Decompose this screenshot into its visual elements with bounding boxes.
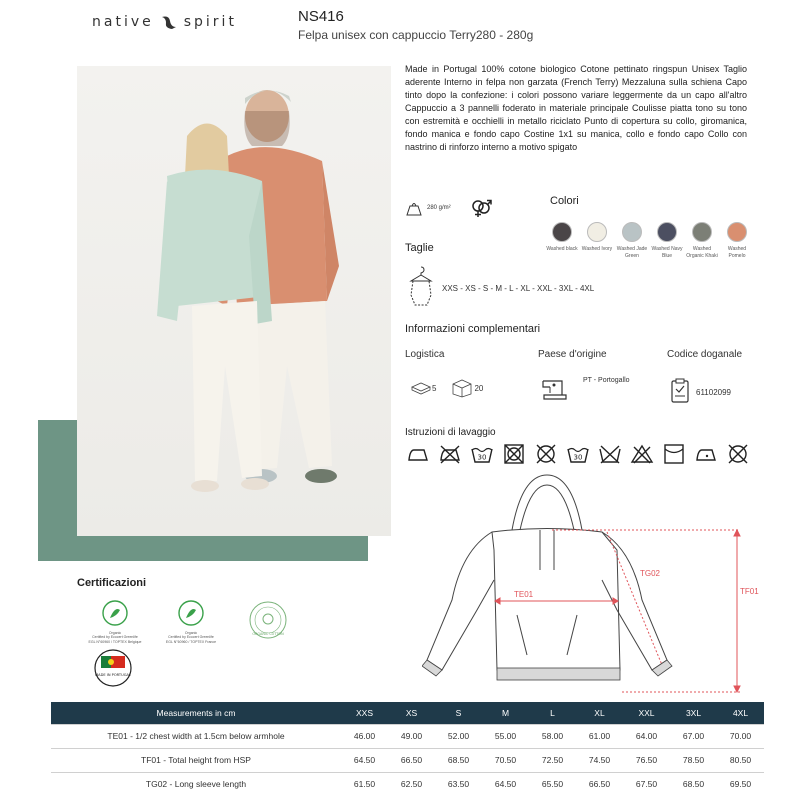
svg-text:30: 30 [573, 453, 583, 462]
te01-label: TE01 [514, 590, 534, 599]
logistics-label: Logistica [405, 349, 445, 360]
wash-30-icon [566, 444, 590, 464]
table-cell: 70.00 [717, 724, 764, 748]
table-header-row [51, 702, 764, 724]
table-header-cell: 4XL [717, 702, 764, 724]
svg-text:30: 30 [477, 453, 487, 462]
made-in-portugal-icon [93, 648, 133, 688]
logo-text-right: spirit [183, 14, 237, 30]
product-code: NS416 [298, 8, 344, 25]
customs-value: 61102099 [696, 388, 731, 397]
iron-low-icon [694, 444, 718, 464]
no-dryclean-icon [534, 444, 558, 464]
weight-value: 280 g/m² [427, 205, 451, 211]
cert-line: Organic [184, 630, 198, 635]
table-header-cell: 3XL [670, 702, 717, 724]
product-subtitle: Felpa unisex con cappuccio Terry280 - 280g [298, 28, 534, 42]
logo-mark-icon [160, 15, 178, 29]
hoodie-technical-drawing [422, 470, 782, 700]
models-illustration [77, 66, 391, 536]
color-name: Washed Organic Khaki [686, 246, 718, 259]
sewing-machine-icon [540, 375, 570, 403]
table-header-cell: XS [388, 702, 435, 724]
color-swatch[interactable] [686, 222, 718, 260]
color-name: Washed Jade Green [616, 246, 648, 259]
color-swatch[interactable] [721, 222, 753, 260]
table-cell: 55.00 [482, 724, 529, 748]
color-dot [692, 222, 712, 242]
table-row [51, 724, 764, 748]
logistics-small-box-count: 5 [432, 383, 437, 393]
color-name: Washed Ivory [581, 246, 613, 252]
table-cell: 64.50 [341, 748, 388, 772]
color-dot [587, 222, 607, 242]
cert-organic-belgique [85, 600, 145, 644]
small-box-icon [410, 381, 432, 395]
tg02-label: TG02 [640, 569, 661, 578]
table-cell: 76.50 [623, 748, 670, 772]
color-swatch[interactable] [546, 222, 578, 260]
table-header-cell: M [482, 702, 529, 724]
color-name: Washed black [546, 246, 578, 252]
no-iron-icon [438, 444, 462, 464]
table-cell: 68.50 [670, 772, 717, 796]
made-in-text: MADE IN PORTUGAL [95, 673, 131, 677]
table-cell: 69.50 [717, 772, 764, 796]
weight-icon [405, 200, 423, 216]
table-header-cell: S [435, 702, 482, 724]
no-tumble-dry-icon [502, 444, 526, 464]
logo-text-left: native [92, 14, 154, 30]
cert-line: Certified by Ecocert Greenlife [168, 635, 214, 639]
color-dot [657, 222, 677, 242]
table-cell: 70.50 [482, 748, 529, 772]
table-cell: 67.00 [670, 724, 717, 748]
table-header-cell: XXS [341, 702, 388, 724]
hanger-body-icon [406, 265, 436, 311]
organic-cotton-icon [248, 600, 288, 640]
table-cell: 49.00 [388, 724, 435, 748]
no-wash-icon [598, 444, 622, 464]
table-cell: 72.50 [529, 748, 576, 772]
table-header-cell: XXL [623, 702, 670, 724]
wash-icons [406, 444, 750, 464]
table-cell: 64.00 [623, 724, 670, 748]
certifications-title: Certificazioni [77, 577, 147, 589]
table-header-cell: L [529, 702, 576, 724]
table-cell: 62.50 [388, 772, 435, 796]
table-cell: 78.50 [670, 748, 717, 772]
table-cell: 58.00 [529, 724, 576, 748]
table-header-cell: Measurements in cm [51, 702, 341, 724]
no-line-dry-icon [662, 444, 686, 464]
no-bleach-icon [630, 444, 654, 464]
sizes-list: XXS - XS - S - M - L - XL - XXL - 3XL - 4XL [442, 284, 595, 293]
large-box-icon [450, 378, 474, 398]
cert-line: EGL N°60960 / TOPTEX Belgique [88, 639, 142, 644]
color-swatch[interactable] [581, 222, 613, 260]
measurements-table [51, 702, 764, 796]
table-cell: 61.50 [341, 772, 388, 796]
organic-badge-icon [178, 600, 204, 626]
color-name: Washed Pomelo [727, 246, 747, 259]
table-cell: 61.00 [576, 724, 623, 748]
origin-value: PT - Portogallo [583, 377, 630, 384]
customs-label: Codice doganale [667, 349, 743, 360]
cert-line: Organic [108, 630, 122, 635]
color-swatches [546, 222, 753, 260]
table-cell: TG02 - Long sleeve length [51, 772, 341, 796]
table-cell: 64.50 [482, 772, 529, 796]
table-cell: 66.50 [576, 772, 623, 796]
color-dot [622, 222, 642, 242]
color-name: Washed Navy Blue [651, 246, 683, 259]
wash-30-icon [470, 444, 494, 464]
table-row [51, 772, 764, 796]
logistics-large-box-count: 20 [474, 383, 484, 393]
color-dot [727, 222, 747, 242]
table-row [51, 748, 764, 772]
cert-line: EGL N°60960 / TOPTEX France [165, 639, 217, 644]
table-cell: 65.50 [529, 772, 576, 796]
table-cell: TE01 - 1/2 chest width at 1.5cm below armhole [51, 724, 341, 748]
unisex-icon [470, 198, 492, 218]
product-photo [77, 66, 391, 536]
logistics-values [410, 378, 483, 398]
organic-badge-icon [102, 600, 128, 626]
color-swatch[interactable] [651, 222, 683, 260]
sizes-title: Taglie [405, 242, 434, 254]
wash-title: Istruzioni di lavaggio [405, 427, 496, 438]
tf01-label: TF01 [740, 587, 759, 596]
color-swatch[interactable] [616, 222, 648, 260]
colors-title: Colori [550, 195, 579, 207]
table-cell: 74.50 [576, 748, 623, 772]
organic-cotton-text: ORGANIC COTTON [252, 632, 284, 636]
brand-logo [92, 14, 237, 30]
color-dot [552, 222, 572, 242]
table-cell: 52.00 [435, 724, 482, 748]
table-cell: 67.50 [623, 772, 670, 796]
iron-icon [406, 444, 430, 464]
table-cell: 68.50 [435, 748, 482, 772]
info-title: Informazioni complementari [405, 323, 541, 335]
table-cell: 66.50 [388, 748, 435, 772]
cert-organic-france [161, 600, 221, 644]
table-header-cell: XL [576, 702, 623, 724]
weight-info [405, 200, 451, 216]
table-cell: 46.00 [341, 724, 388, 748]
table-cell: 63.50 [435, 772, 482, 796]
table-cell: TF01 - Total height from HSP [51, 748, 341, 772]
clipboard-icon [670, 378, 690, 404]
table-cell: 80.50 [717, 748, 764, 772]
origin-label: Paese d'origine [538, 349, 607, 360]
no-dryclean-circle-icon [726, 444, 750, 464]
product-description: Made in Portugal 100% cotone biologico Cotone pettinato ringspun Unisex Taglio aderente Interno in felpa non garzata (French Terry) Mezzaluna sulla schiena Capo tinto dopo la confezione: i colori possono variare leggermente da un capo all'altro Cappuccio a 3 pannelli foderato in materiale principale Coulisse piatta tono su tono con estremità e occhielli in metallo riciclato Punto di copertura su collo, giromanica, fondo manica e fondo capo Costine 1x1 su manica, collo e fondo capo Collo con nastrino di rinforzo interno a motivo spigato [405, 64, 747, 152]
cert-line: Certified by Ecocert Greenlife [92, 635, 138, 639]
